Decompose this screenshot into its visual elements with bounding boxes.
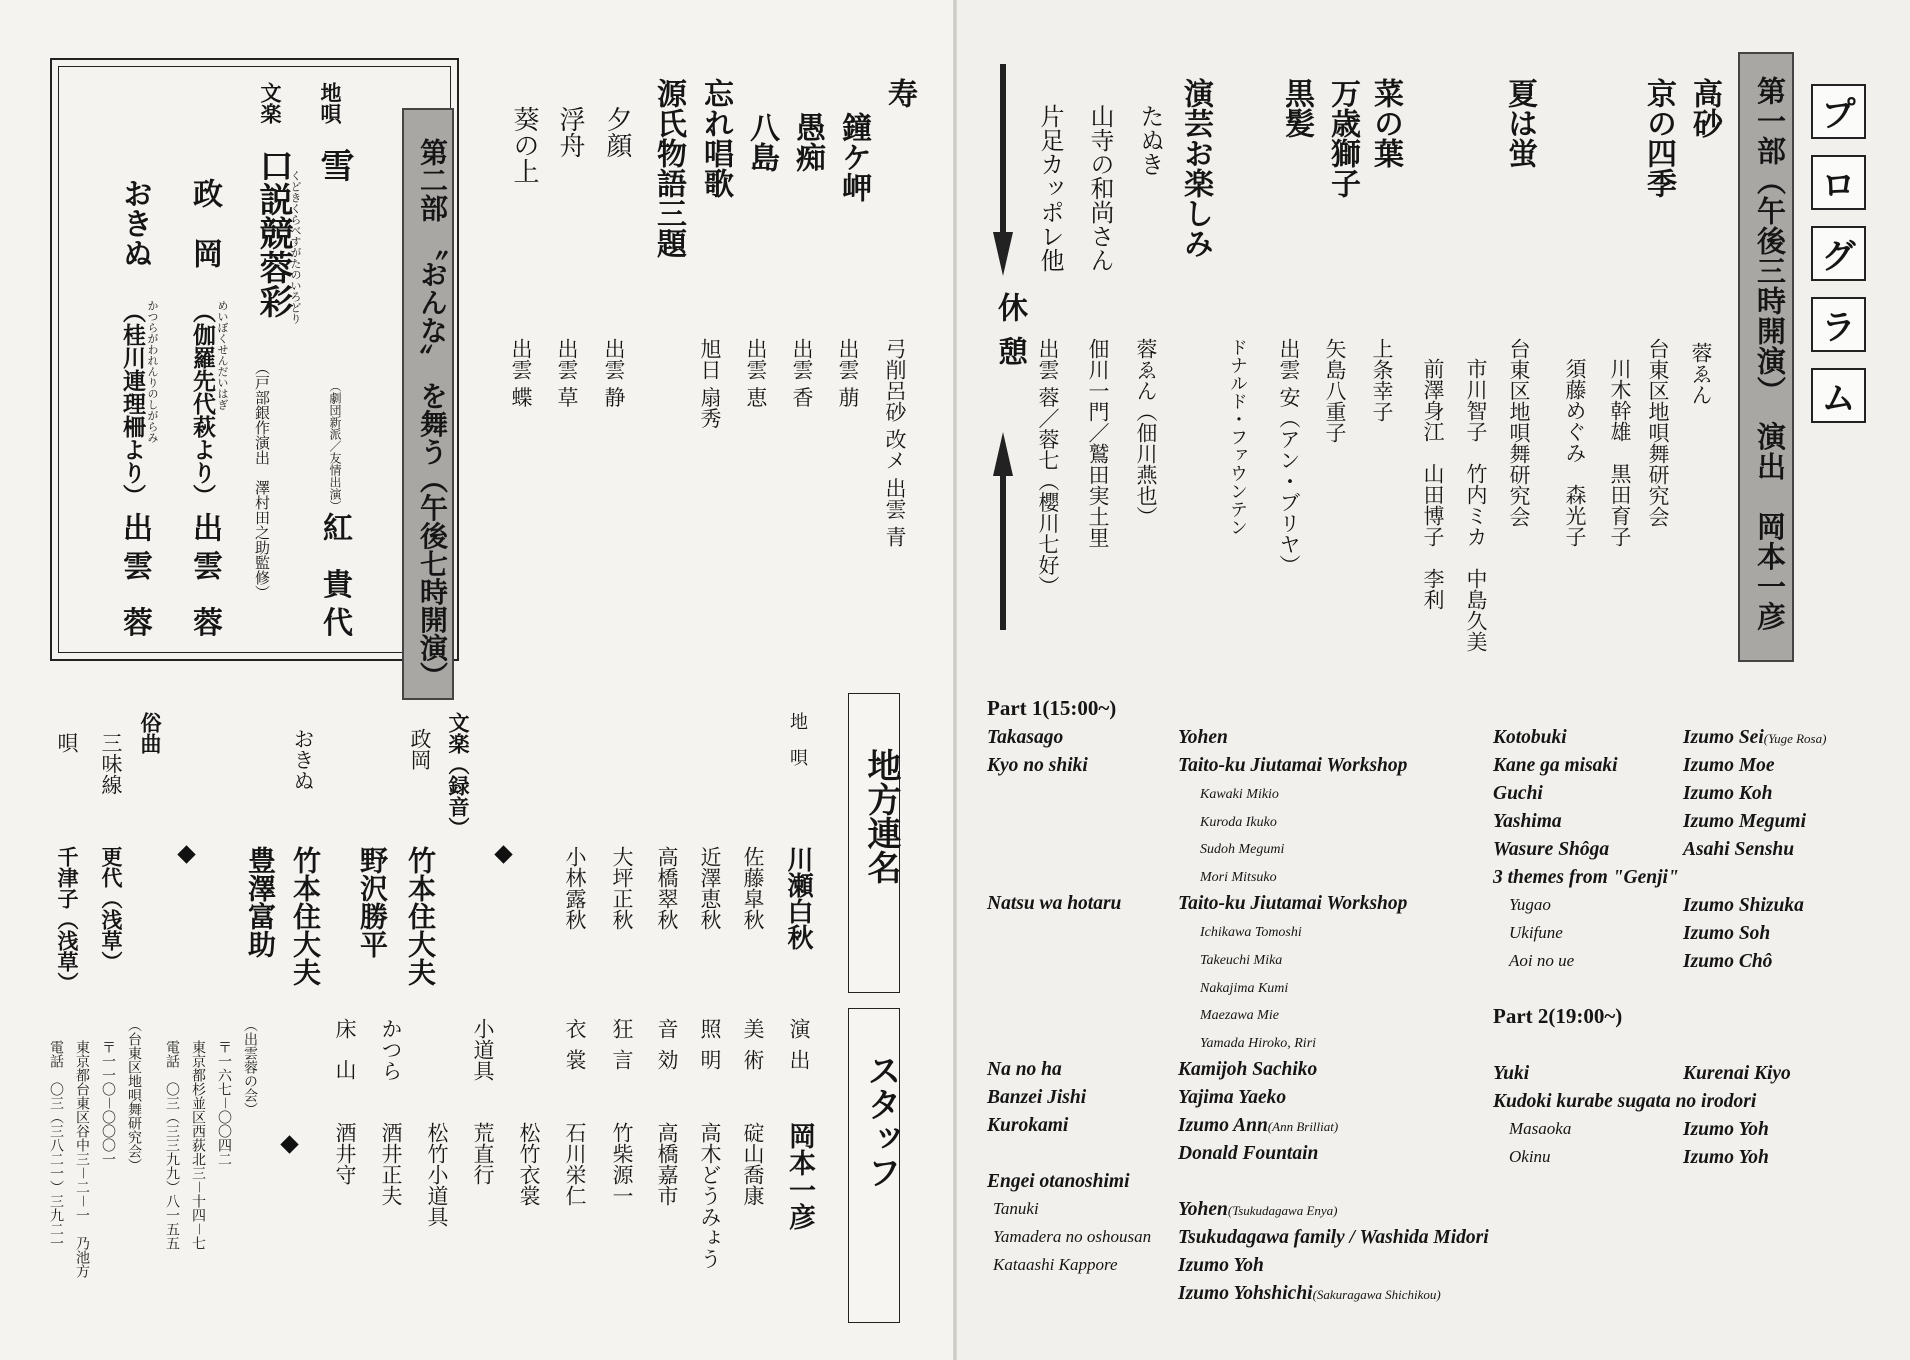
english-performer: Izumo Shizuka bbox=[1683, 895, 1804, 916]
part1-performer: 須藤めぐみ 森光子 bbox=[1563, 358, 1587, 547]
part2-role: 政 岡 bbox=[187, 178, 222, 268]
staff-name: 碇山喬康 bbox=[741, 1122, 765, 1206]
staff-role: 美術 bbox=[741, 1018, 765, 1080]
part1-performer: 台東区地唄舞研究会 bbox=[1646, 338, 1670, 527]
part2-ruby: かつらがわれんりのしがらみ bbox=[146, 300, 159, 443]
english-title: 3 themes from "Genji" bbox=[1493, 867, 1679, 888]
english-title: Yashima bbox=[1493, 811, 1562, 832]
english-title: Kurokami bbox=[987, 1115, 1069, 1137]
english-title: Kudoki kurabe sugata no irodori bbox=[1493, 1091, 1757, 1112]
part2-note: （戸部銀作演出 澤村田之助監修） bbox=[253, 360, 271, 600]
english-performer: Izumo Yohshichi(Sakuragawa Shichikou) bbox=[1178, 1283, 1441, 1305]
english-performer: Kurenai Kiyo bbox=[1683, 1063, 1791, 1084]
jikata-box bbox=[848, 693, 900, 993]
part1-performer: 旭日 扇秀 bbox=[698, 338, 722, 429]
part2-ruby: めいぼくせんだいはぎ bbox=[216, 300, 229, 410]
intermission-arrow-down bbox=[1000, 470, 1006, 630]
title-char: ロ bbox=[1811, 155, 1866, 210]
english-performer: Kawaki Mikio bbox=[1200, 787, 1279, 802]
jikata-name: 近澤恵秋 bbox=[698, 846, 722, 930]
english-performer: Izumo Chô bbox=[1683, 951, 1773, 972]
english-title: Takasago bbox=[987, 727, 1064, 748]
part1-performer: 出雲 草 bbox=[555, 338, 579, 408]
jikata-name: 野沢勝平 bbox=[356, 846, 389, 958]
english-title: Yamadera no oshousan bbox=[993, 1227, 1152, 1247]
title-char: グ bbox=[1811, 226, 1866, 281]
jikata-name: 豊澤富助 bbox=[244, 846, 277, 958]
english-performer: Izumo Sei(Yuge Rosa) bbox=[1683, 727, 1827, 748]
part1-performer: 出雲 香 bbox=[790, 338, 814, 408]
part1-performer: 矢島八重子 bbox=[1323, 338, 1347, 443]
english-performer: Kamijoh Sachiko bbox=[1178, 1059, 1318, 1081]
part1-performer: 出雲 恵 bbox=[744, 338, 768, 408]
english-performer: Taito-ku Jiutamai Workshop bbox=[1178, 893, 1408, 915]
part1-subtitle: 浮舟 bbox=[555, 106, 585, 158]
english-performer: Izumo Yoh bbox=[1178, 1255, 1264, 1277]
jikata-label: 俗曲 bbox=[138, 712, 163, 754]
part2-guest-note: （劇団新派／友情出演） bbox=[328, 380, 342, 512]
part1-title: 源氏物語三題 bbox=[651, 78, 686, 258]
part1-subtitle: 山寺の和尚さん bbox=[1086, 104, 1114, 272]
english-performer: Takeuchi Mika bbox=[1200, 953, 1283, 968]
part2-label: 地唄 bbox=[318, 82, 343, 124]
jikata-label: 唄 bbox=[55, 732, 79, 753]
english-performer: Yohen(Tsukudagawa Enya) bbox=[1178, 1199, 1338, 1221]
jikata-name: 竹本住大夫 bbox=[404, 846, 437, 986]
english-performer: Sudoh Megumi bbox=[1200, 842, 1285, 858]
jikata-label: 文楽（録音） bbox=[446, 712, 471, 838]
intermission-arrow-up bbox=[1000, 64, 1006, 244]
part1-performer: 台東区地唄舞研究会 bbox=[1507, 338, 1531, 527]
staff-heading: スタッフ bbox=[861, 1053, 901, 1189]
part1-title: 京の四季 bbox=[1641, 78, 1676, 198]
english-performer: Izumo Koh bbox=[1683, 783, 1773, 804]
part1-performer: 上条幸子 bbox=[1370, 338, 1394, 422]
english-title: Kyo no shiki bbox=[987, 755, 1088, 776]
part1-subtitle: たぬき bbox=[1136, 104, 1164, 176]
title-char: ム bbox=[1811, 368, 1866, 423]
english-title: Yugao bbox=[1509, 895, 1551, 914]
part1-subtitle: 夕顔 bbox=[602, 106, 632, 158]
part2-source: （桂川連理柵より） bbox=[119, 300, 146, 507]
english-performer: Izumo Megumi bbox=[1683, 811, 1806, 832]
part1-performer: 出雲 萠 bbox=[836, 338, 860, 408]
part2-label: 文楽 bbox=[258, 82, 283, 124]
staff-name: 高木どうみょう bbox=[698, 1122, 722, 1269]
jikata-name: 大坪正秋 bbox=[610, 846, 634, 930]
part1-subtitle: 葵の上 bbox=[509, 106, 539, 184]
contact-line: 東京都台東区谷中三－二－一 乃池方 bbox=[74, 1040, 90, 1278]
part1-title: 寿 bbox=[882, 78, 917, 108]
english-title: Aoi no ue bbox=[1509, 951, 1575, 970]
contact-line: 東京都杉並区西荻北三－十四－七 bbox=[190, 1040, 206, 1250]
contact-line: 電話 〇三（三三九九）八一五五 bbox=[164, 1040, 180, 1250]
english-performer: Yamada Hiroko, Riri bbox=[1200, 1035, 1317, 1051]
staff-name: 松竹小道具 bbox=[425, 1122, 449, 1227]
english-title: Kotobuki bbox=[1493, 727, 1567, 748]
part1-header: Part 1(15:00~) bbox=[987, 696, 1117, 720]
english-performer: Yohen bbox=[1178, 727, 1228, 748]
staff-name: 岡本一彦 bbox=[784, 1122, 815, 1230]
contact-line: 〒一六七－〇〇四二 bbox=[216, 1040, 232, 1166]
english-note: (Yuge Rosa) bbox=[1763, 731, 1827, 746]
staff-name: 高橋嘉市 bbox=[655, 1122, 679, 1206]
jikata-name: 小林露秋 bbox=[563, 846, 587, 930]
intermission-label: 休憩 bbox=[992, 292, 1027, 380]
english-performer: Nakajima Kumi bbox=[1200, 980, 1289, 996]
part2-banner-text: 第二部 〝おんな〟 を舞う（午後七時開演） bbox=[416, 138, 449, 690]
staff-role: 照明 bbox=[698, 1018, 722, 1080]
jikata-name: 佐藤皐秋 bbox=[741, 846, 765, 930]
part1-subtitle: 片足カッポレ他 bbox=[1036, 104, 1064, 272]
part2-ruby: くどきくらべすがたのいろどり bbox=[289, 170, 302, 324]
part1-performer: ドナルド・ファウンテン bbox=[1227, 338, 1248, 536]
contact-line: 電話 〇三（三八二一）三九二一 bbox=[48, 1040, 64, 1250]
arrow-down-icon bbox=[993, 232, 1013, 276]
jikata-name: 川瀬白秋 bbox=[783, 846, 813, 950]
part1-performer: 出雲 静 bbox=[602, 338, 626, 408]
part1-title: 高砂 bbox=[1687, 78, 1722, 138]
english-title: Yuki bbox=[1493, 1063, 1530, 1084]
english-performer: Maezawa Mie bbox=[1200, 1008, 1279, 1024]
jikata-label: おきぬ bbox=[291, 728, 315, 791]
english-performer: Donald Fountain bbox=[1178, 1143, 1319, 1165]
english-title: Banzei Jishi bbox=[987, 1087, 1087, 1109]
part2-header: Part 2(19:00~) bbox=[1493, 1004, 1623, 1028]
english-title: Tanuki bbox=[993, 1199, 1039, 1219]
staff-box bbox=[848, 1008, 900, 1323]
part1-title: 黒髪 bbox=[1279, 78, 1314, 138]
english-performer: Izumo Ann(Ann Brilliat) bbox=[1178, 1115, 1339, 1137]
staff-role: 演出 bbox=[787, 1018, 811, 1080]
jikata-name: 千津子（浅草） bbox=[55, 846, 80, 993]
part1-title: 八島 bbox=[744, 112, 779, 172]
english-title: Kataashi Kappore bbox=[993, 1255, 1118, 1275]
english-title: Na no ha bbox=[987, 1059, 1062, 1081]
part1-banner bbox=[1738, 52, 1794, 662]
part1-performer: 蓉ゑん bbox=[1689, 342, 1713, 405]
contact-line: （出雲蓉の会） bbox=[242, 1018, 258, 1116]
jikata-label: 政岡 bbox=[408, 728, 432, 770]
part2-box bbox=[50, 58, 459, 690]
part1-performer: 蓉ゑん（佃川燕也） bbox=[1134, 338, 1158, 527]
part1-performer: 前澤身江 山田博子 李利 bbox=[1421, 358, 1445, 610]
jikata-name: 更代（浅草） bbox=[99, 846, 124, 972]
part2-performer: 出雲 蓉 bbox=[117, 512, 152, 645]
english-title: Okinu bbox=[1509, 1147, 1551, 1166]
part2-performer: 紅 貴代 bbox=[317, 512, 352, 645]
english-title: Engei otanoshimi bbox=[987, 1171, 1130, 1193]
english-note: (Sakuragawa Shichikou) bbox=[1312, 1287, 1441, 1303]
staff-name: 荒直行 bbox=[471, 1122, 495, 1185]
english-performer: Ichikawa Tomoshi bbox=[1200, 925, 1302, 941]
title-char: プ bbox=[1811, 84, 1866, 139]
staff-role: 音効 bbox=[655, 1018, 679, 1080]
english-title: Natsu wa hotaru bbox=[987, 893, 1122, 915]
part1-performer: 弓削呂砂 改メ 出雲 青 bbox=[883, 338, 907, 548]
english-title: Kane ga misaki bbox=[1493, 755, 1618, 776]
staff-role: かつら bbox=[379, 1018, 403, 1081]
program-title bbox=[1811, 84, 1866, 684]
part1-performer: 出雲 安（アン・ブリヤ） bbox=[1277, 338, 1301, 576]
part2-title: 雪 bbox=[314, 148, 354, 182]
staff-role: 床山 bbox=[333, 1018, 357, 1100]
part1-performer: 川木幹雄 黒田育子 bbox=[1608, 358, 1632, 547]
english-performer: Tsukudagawa family / Washida Midori bbox=[1178, 1227, 1489, 1249]
part1-performer: 出雲 蝶 bbox=[509, 338, 533, 408]
jikata-name: 竹本住大夫 bbox=[289, 846, 322, 986]
part1-title: 忘れ唱歌 bbox=[698, 78, 733, 198]
english-performer: Yajima Yaeko bbox=[1178, 1087, 1287, 1109]
part1-banner-text: 第一部（午後三時開演） 演出 岡本一彦 bbox=[1753, 76, 1787, 632]
part1-title: 菜の葉 bbox=[1368, 78, 1403, 168]
part1-title: 鐘ケ岬 bbox=[836, 112, 871, 202]
english-performer: Izumo Moe bbox=[1683, 755, 1775, 776]
part1-performer: 市川智子 竹内ミカ 中島久美 bbox=[1464, 358, 1488, 652]
english-performer: Asahi Senshu bbox=[1683, 839, 1795, 860]
staff-role: 衣裳 bbox=[563, 1018, 587, 1080]
staff-name: 石川栄仁 bbox=[563, 1122, 587, 1206]
jikata-label: 三味線 bbox=[99, 732, 123, 795]
jikata-label: 地唄 bbox=[787, 712, 808, 784]
english-title: Wasure Shôga bbox=[1493, 839, 1610, 860]
english-title: Ukifune bbox=[1509, 923, 1563, 942]
part1-title: 愚痴 bbox=[790, 112, 825, 172]
english-performer: Kuroda Ikuko bbox=[1200, 814, 1277, 830]
english-title: Guchi bbox=[1493, 783, 1543, 804]
title-char: ラ bbox=[1811, 297, 1866, 352]
staff-role: 狂言 bbox=[610, 1018, 634, 1080]
part1-performer: 佃川一門／鷲田実土里 bbox=[1086, 338, 1110, 548]
part2-performer: 出雲 蓉 bbox=[187, 512, 222, 645]
jikata-heading: 地方連名 bbox=[861, 748, 901, 884]
staff-name: 竹柴源一 bbox=[610, 1122, 634, 1206]
jikata-name: 高橋翠秋 bbox=[655, 846, 679, 930]
staff-name: 酒井守 bbox=[333, 1122, 357, 1185]
part2-banner bbox=[402, 108, 454, 700]
english-title: Masaoka bbox=[1509, 1119, 1572, 1138]
part2-role: おきぬ bbox=[117, 178, 152, 268]
english-note: (Tsukudagawa Enya) bbox=[1227, 1203, 1338, 1219]
part2-title: 口説競蓉彩 bbox=[253, 148, 293, 318]
part1-performer: 出雲 蓉／蓉七（櫻川七好） bbox=[1036, 338, 1060, 597]
part2-source: （伽羅先代萩より） bbox=[189, 300, 216, 507]
english-performer: Mori Mitsuko bbox=[1200, 869, 1277, 885]
page-fold bbox=[953, 0, 957, 1360]
staff-name: 酒井正夫 bbox=[379, 1122, 403, 1206]
english-performer: Izumo Yoh bbox=[1683, 1147, 1769, 1168]
contact-line: 〒一一〇－〇〇〇一 bbox=[100, 1040, 116, 1166]
english-performer: Taito-ku Jiutamai Workshop bbox=[1178, 755, 1408, 776]
english-performer: Izumo Soh bbox=[1683, 923, 1771, 944]
part1-title: 演芸お楽しみ bbox=[1178, 78, 1213, 258]
contact-line: （台東区地唄舞研究会） bbox=[126, 1018, 142, 1172]
part1-title: 夏は蛍 bbox=[1502, 78, 1537, 168]
english-performer: Izumo Yoh bbox=[1683, 1119, 1769, 1140]
english-note: (Ann Brilliat) bbox=[1267, 1119, 1339, 1135]
part1-title: 万歳獅子 bbox=[1325, 78, 1360, 198]
staff-role: 小道具 bbox=[471, 1018, 495, 1081]
staff-name: 松竹衣裳 bbox=[517, 1122, 541, 1206]
